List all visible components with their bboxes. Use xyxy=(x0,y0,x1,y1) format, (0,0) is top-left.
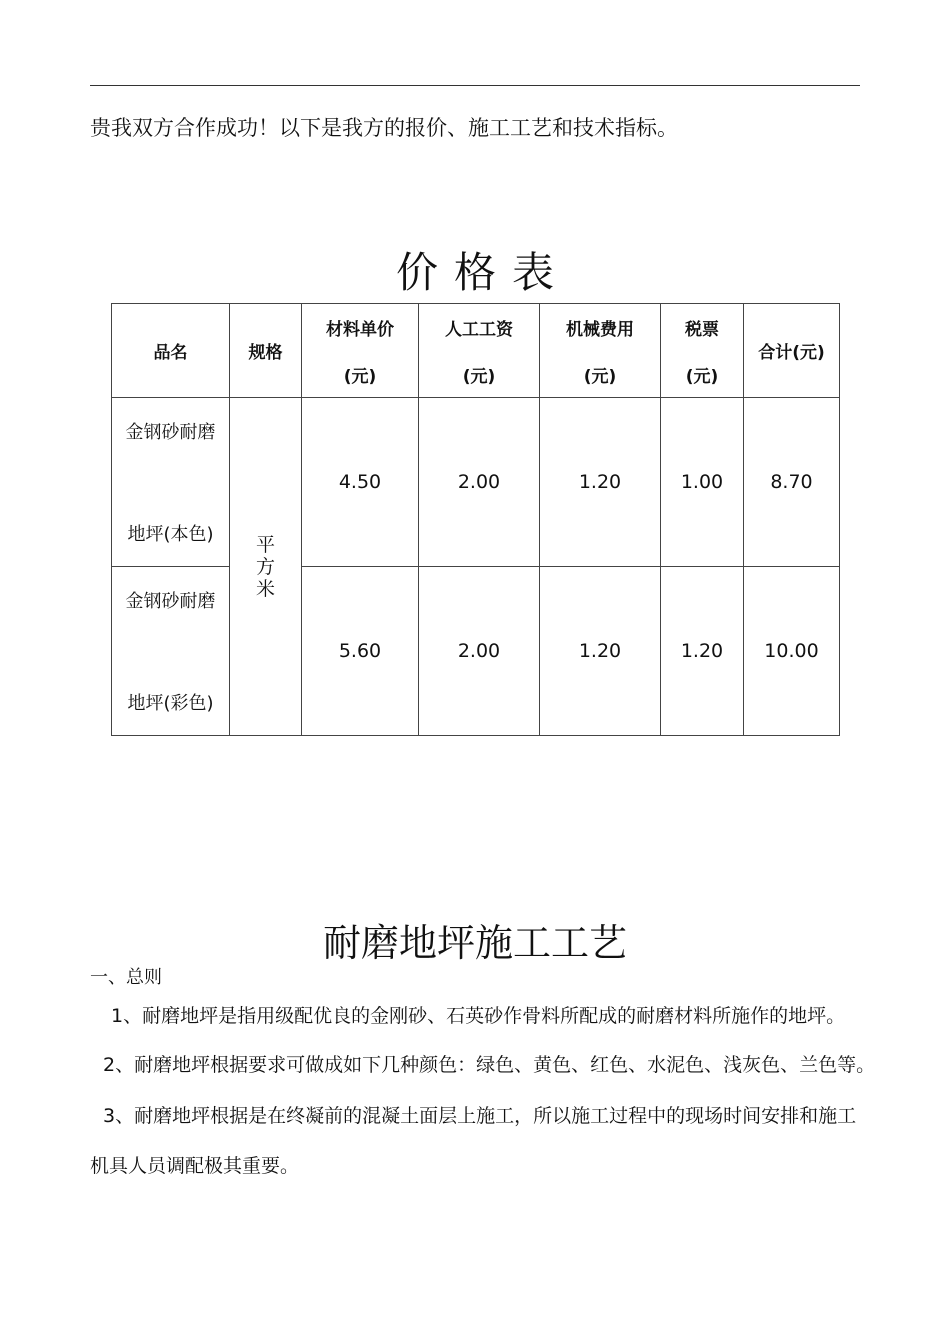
price-table-title: 价格表 xyxy=(395,248,570,297)
unit-cell: 平 方 米 xyxy=(230,398,302,736)
material-price-cell: 5.60 xyxy=(302,567,419,736)
total-cell: 8.70 xyxy=(744,398,840,567)
tax-cell: 1.00 xyxy=(661,398,744,567)
section-heading: 一、总则 xyxy=(90,967,162,988)
price-table xyxy=(111,303,840,736)
paragraph-3: 3、耐磨地坪根据是在终凝前的混凝土面层上施工，所以施工过程中的现场时间安排和施工 xyxy=(103,1105,857,1127)
total-cell: 10.00 xyxy=(744,567,840,736)
tax-cell: 1.20 xyxy=(661,567,744,736)
table-row xyxy=(112,567,840,736)
paragraph-1: 1、耐磨地坪是指用级配优良的金刚砂、石英砂作骨料所配成的耐磨材料所施作的地坪。 xyxy=(111,1005,846,1027)
intro-text: 贵我双方合作成功！以下是我方的报价、施工工艺和技术指标。 xyxy=(90,116,678,140)
header-rule xyxy=(90,85,860,86)
machine-cell: 1.20 xyxy=(540,567,661,736)
header-tax: 税票 (元) xyxy=(661,304,744,398)
header-material-price: 材料单价 (元) xyxy=(302,304,419,398)
product-name-cell: 金钢砂耐磨 地坪(彩色) xyxy=(112,567,230,736)
material-price-cell: 4.50 xyxy=(302,398,419,567)
table-header-row xyxy=(112,304,840,398)
header-spec: 规格 xyxy=(230,304,302,398)
labor-cell: 2.00 xyxy=(419,567,540,736)
paragraph-3-continued: 机具人员调配极其重要。 xyxy=(90,1155,300,1177)
craft-title: 耐磨地坪施工工艺 xyxy=(322,921,627,965)
machine-cell: 1.20 xyxy=(540,398,661,567)
product-name-cell: 金钢砂耐磨 地坪(本色) xyxy=(112,398,230,567)
paragraph-2: 2、耐磨地坪根据要求可做成如下几种颜色：绿色、黄色、红色、水泥色、浅灰色、兰色等。 xyxy=(103,1054,876,1076)
header-machine: 机械费用 (元) xyxy=(540,304,661,398)
header-total: 合计(元) xyxy=(744,304,840,398)
header-product-name: 品名 xyxy=(112,304,230,398)
table-row xyxy=(112,398,840,567)
labor-cell: 2.00 xyxy=(419,398,540,567)
header-labor: 人工工资 (元) xyxy=(419,304,540,398)
